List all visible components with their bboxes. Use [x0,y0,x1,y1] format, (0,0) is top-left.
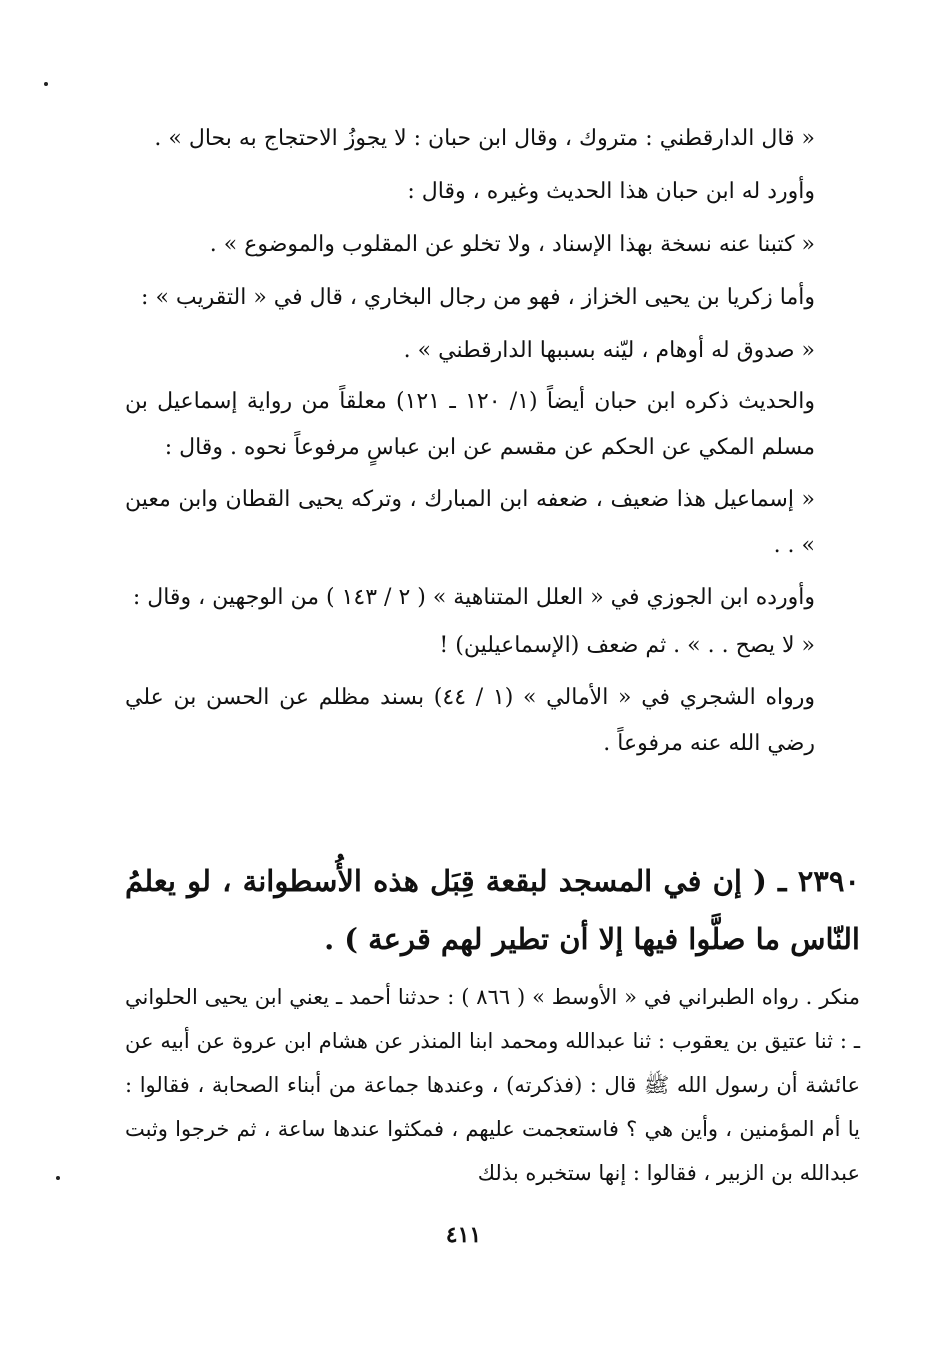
paragraph-9: « لا يصح . . » . ثم ضعف (الإسماعيلين) ! [439,633,815,658]
hadith-commentary [125,975,860,1195]
commentary-section [125,112,815,767]
paragraph-4: وأما زكريا بن يحيى الخزاز ، فهو من رجال البخاري ، قال في « التقريب » : [141,285,815,310]
paragraph-8: وأورده ابن الجوزي في « العلل المتناهية » ( ٢ / ١٤٣ ) من الوجهين ، وقال : [132,585,815,610]
scan-speck [56,1176,60,1180]
paragraph-5: « صدوق له أوهام ، ليّنه بسببها الدارقطني » . [403,338,815,363]
paragraph-6: والحديث ذكره ابن حبان أيضاً (١/ ١٢٠ ـ ١٢١) معلقاً من رواية إسماعيل بن مسلم المكي عن الحكم عن مقسم عن ابن عباسٍ مرفوعاً نحوه . وقال : [125,389,815,460]
paragraph-2: وأورد له ابن حبان هذا الحديث وغيره ، وقال : [407,179,815,204]
paragraph-3: « كتبنا عنه نسخة بهذا الإسناد ، ولا تخلو عن المقلوب والموضوع » . [209,232,815,257]
paragraph-1: « قال الدارقطني : متروك ، وقال ابن حبان : لا يجوزُ الاحتجاج به بحال » . [154,126,815,151]
page-number: ٤١١ [445,1222,482,1248]
hadith-entry-heading: ٢٣٩٠ ـ ( إن في المسجد لبقعة قِبَل هذه الأُسطوانة ، لو يعلمُ النّاس ما صلَّوا فيها إلا أن تطير لهم قرعة ) . [125,864,860,956]
hadith-commentary-text: منكر . رواه الطبراني في « الأوسط » ( ٨٦٦ ) : حدثنا أحمد ـ يعني ابن يحيى الحلواني ـ : ثنا عتيق بن يعقوب : ثنا عبدالله ومحمد ابنا المنذر عن هشام ابن عروة عن أبيه عن عائشة أن رسول الله ﷺ قال : (فذكرته) ، وعندها جماعة من أبناء الصحابة ، فقالوا : يا أم المؤمنين ، وأين هي ؟ فاستعجمت عليهم ، فمكثوا عندها ساعة ، ثم خرجوا وثبت عبدالله بن الزبير ، فقالوا : إنها ستخبره بذلك [125,985,860,1185]
paragraph-10: ورواه الشجري في « الأمالي » (١ / ٤٤) بسند مظلم عن الحسن بن علي رضي الله عنه مرفوعاً . [125,685,815,756]
paragraph-7: « إسماعيل هذا ضعيف ، ضعفه ابن المبارك ، وتركه يحيى القطان وابن معين » . . [125,487,815,558]
scan-speck [44,82,48,86]
